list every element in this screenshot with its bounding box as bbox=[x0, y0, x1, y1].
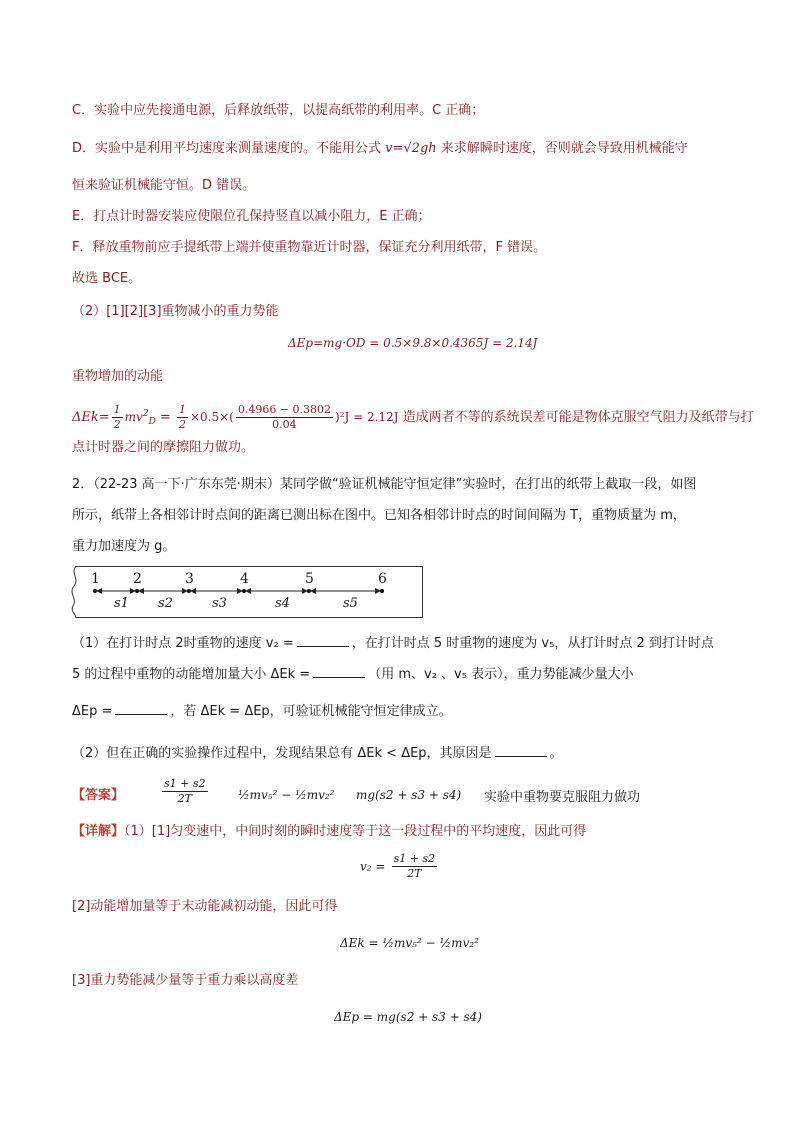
detail-step2: [2]动能增加量等于末动能减初动能，因此可得 bbox=[72, 899, 338, 914]
answer-4: 实验中重物要克服阻力做功 bbox=[484, 790, 641, 805]
ke-tail: )²J = 2.12J bbox=[335, 410, 399, 424]
dot-2 bbox=[135, 589, 139, 593]
ke-lhs: ΔEk= bbox=[72, 410, 110, 425]
v2-frac bbox=[392, 852, 438, 881]
ke-mv bbox=[124, 409, 156, 427]
segment-s3-label: s3 bbox=[212, 596, 227, 611]
point-1-label: 1 bbox=[91, 571, 100, 587]
sub1-text-f: ，若 ΔEk = ΔEp，可验证机械能守恒定律成立。 bbox=[170, 704, 452, 719]
ke-half-num: 1 bbox=[113, 403, 121, 416]
choose-answer: 故选 BCE。 bbox=[72, 271, 142, 286]
ke-frac-half-2 bbox=[177, 403, 188, 432]
ke-sup: 2 bbox=[142, 409, 149, 419]
option-d bbox=[72, 139, 688, 159]
dot-3 bbox=[187, 589, 191, 593]
q2-line3: 重力加速度为 g。 bbox=[72, 539, 176, 554]
sub1-text-a: （1）在打计时点 2时重物的速度 v₂ = bbox=[72, 636, 294, 651]
answer-3: mg(s2 + s3 + s4) bbox=[356, 788, 462, 802]
v2-formula bbox=[360, 852, 439, 881]
dot-1 bbox=[93, 589, 97, 593]
answer-tag: 【答案】 bbox=[72, 788, 125, 803]
option-c: C．实验中应先接通电源，后释放纸带，以提高纸带的利用率。C 正确； bbox=[72, 103, 485, 118]
ep-formula: ΔEp = mg(s2 + s3 + s4) bbox=[334, 1010, 482, 1024]
sub1-text-c: 5 的过程中重物的动能增加量大小 ΔEk = bbox=[72, 667, 311, 682]
segment-s2-label: s2 bbox=[158, 596, 173, 611]
ke-eq: = bbox=[155, 410, 175, 425]
option-d-formula: v=√2gh bbox=[385, 141, 437, 156]
ke-sub: D bbox=[148, 417, 156, 427]
ke-vel-num: 0.4966 − 0.3802 bbox=[237, 403, 332, 416]
q2-line1: 2．（22-23 高一下·广东东莞·期末）某同学做“验证机械能守恒定律”实验时，在打出的纸带上截取一段，如图 bbox=[72, 477, 697, 492]
v2-num: s1 + s2 bbox=[393, 852, 436, 865]
detail-intro-line bbox=[72, 822, 586, 842]
option-d-text-1: D．实验中是利用平均速度来测量速度的。不能用公式 bbox=[72, 141, 386, 156]
point-6-label: 6 bbox=[378, 571, 387, 587]
sub1-text-b: ，在打计时点 5 时重物的速度为 v₅，从打计时点 2 到打计时点 bbox=[351, 636, 714, 651]
point-5-label: 5 bbox=[305, 571, 314, 587]
q2-sub1-line1 bbox=[72, 633, 714, 654]
blank-reason[interactable] bbox=[495, 743, 547, 757]
segment-s4-label: s4 bbox=[275, 596, 290, 611]
q2-sub1-line2 bbox=[72, 664, 634, 685]
ke-frac-half bbox=[112, 403, 123, 432]
v2-den: 2T bbox=[407, 867, 422, 880]
option-d-text-2: 来求解瞬时速度，否则就会导致用机械能守 bbox=[436, 141, 688, 156]
answer-1-num: s1 + s2 bbox=[164, 777, 206, 790]
point-2-label: 2 bbox=[133, 571, 142, 587]
detail-step3: [3]重力势能减少量等于重力乘以高度差 bbox=[72, 973, 299, 988]
ke-times: ×0.5×( bbox=[189, 410, 234, 424]
ke-half2-den: 2 bbox=[178, 418, 186, 431]
blank-v2[interactable] bbox=[297, 633, 349, 647]
ke-half2-num: 1 bbox=[178, 403, 186, 416]
v2-lhs: v₂ = bbox=[360, 859, 386, 874]
sub1-text-d: （用 m、v₂ 、v₅ 表示），重力势能减少量大小 bbox=[368, 667, 634, 682]
dot-6 bbox=[380, 589, 384, 593]
ek-formula: ΔEk = ½mv₅² − ½mv₂² bbox=[340, 936, 479, 950]
sub1-text-e: ΔEp = bbox=[72, 704, 113, 719]
option-f: F．释放重物前应手提纸带上端并使重物靠近计时器，保证充分利用纸带，F 错误。 bbox=[72, 240, 547, 255]
ke-line2: 点计时器之间的摩擦阻力做功。 bbox=[72, 440, 255, 455]
detail-intro: （1）[1]匀变速中，中间时刻的瞬时速度等于这一段过程中的平均速度，因此可得 bbox=[124, 824, 587, 839]
dot-5 bbox=[307, 589, 311, 593]
dot-4 bbox=[242, 589, 246, 593]
ke-half-den: 2 bbox=[113, 418, 121, 431]
ke-explain: 造成两者不等的系统误差可能是物体克服空气阻力及纸带与打 bbox=[398, 410, 754, 425]
pe-formula: ΔEp=mg·OD = 0.5×9.8×0.4365J = 2.14J bbox=[288, 336, 538, 350]
q2-line2: 所示，纸带上各相邻计时点间的距离已测出标在图中。已知各相邻计时点的时间间隔为 T，重物质量为 m， bbox=[72, 508, 686, 523]
sub2-text-a: （2）但在正确的实验操作过程中，发现结果总有 ΔEk < ΔEp，其原因是 bbox=[72, 746, 492, 761]
ke-formula-line bbox=[72, 400, 754, 436]
segment-s5-label: s5 bbox=[343, 596, 358, 611]
sub2-text-b: 。 bbox=[549, 746, 563, 761]
ke-heading: 重物增加的动能 bbox=[72, 369, 164, 384]
answer-row bbox=[72, 782, 124, 810]
ke-vel-den: 0.04 bbox=[272, 418, 297, 431]
ke-frac-velocity bbox=[236, 403, 333, 432]
q2-sub2 bbox=[72, 743, 563, 764]
blank-delta-ep[interactable] bbox=[115, 701, 167, 715]
answer-2: ½mv₅² − ½mv₂² bbox=[238, 788, 335, 802]
segment-s1-label: s1 bbox=[114, 596, 129, 611]
part2-heading: （2）[1][2][3]重物减小的重力势能 bbox=[72, 304, 279, 319]
answer-1-frac bbox=[162, 777, 208, 806]
detail-tag: 【详解】 bbox=[72, 824, 125, 839]
answer-1-den: 2T bbox=[177, 792, 192, 805]
ke-mv-text: mv bbox=[124, 410, 143, 424]
answer-1 bbox=[160, 777, 210, 806]
option-d-line2: 恒来验证机械能守恒。D 错误。 bbox=[72, 178, 256, 193]
point-3-label: 3 bbox=[185, 571, 194, 587]
option-e: E．打点计时器安装应使限位孔保持竖直以减小阻力，E 正确； bbox=[72, 209, 431, 224]
point-4-label: 4 bbox=[240, 571, 249, 587]
blank-delta-ek[interactable] bbox=[313, 664, 365, 678]
q2-sub1-line3 bbox=[72, 701, 452, 722]
